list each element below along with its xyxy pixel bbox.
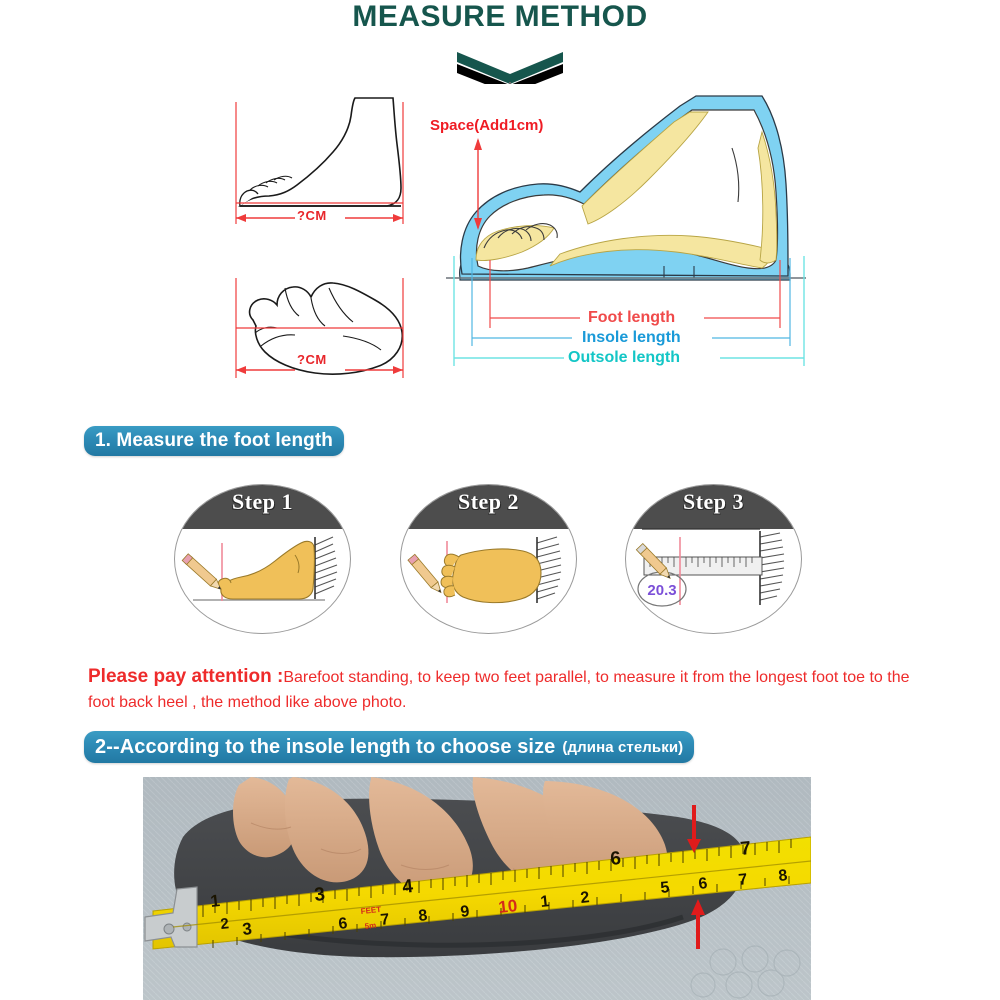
step-2-card	[400, 484, 577, 634]
step-3-caption: Step 3	[682, 489, 745, 514]
section-1-banner	[84, 426, 344, 456]
svg-text:6: 6	[697, 875, 709, 893]
svg-text:1: 1	[209, 891, 221, 911]
insole-measurement-photo	[143, 777, 811, 1000]
outsole-length-label: Outsole length	[568, 349, 680, 366]
section-2-banner-label: 2--According to the insole length to choose size	[95, 735, 556, 758]
step-3-card	[625, 484, 802, 634]
svg-text:8: 8	[777, 867, 789, 885]
step-1-caption: Step 1	[231, 489, 294, 514]
attention-note-bold: Please pay attention :	[88, 666, 284, 687]
section-2-banner-russian-label: (длина стельки)	[562, 738, 684, 756]
foot-length-label: Foot length	[588, 309, 676, 326]
step-illustrations	[0, 484, 1000, 644]
svg-text:3: 3	[313, 883, 327, 906]
insole-length-label: Insole length	[582, 329, 681, 346]
section-2-banner	[84, 731, 694, 763]
svg-text:4: 4	[401, 875, 415, 898]
attention-note-text: Barefoot standing, to keep two feet parallel, to measure it from the longest foot toe to the foot back heel , the method like above photo.	[88, 669, 910, 712]
svg-text:2: 2	[579, 889, 591, 907]
svg-text:5: 5	[659, 879, 671, 897]
svg-text:5m: 5m	[364, 920, 377, 931]
svg-text:3: 3	[241, 919, 253, 939]
svg-text:10: 10	[497, 896, 519, 917]
svg-text:8: 8	[417, 907, 429, 925]
chevron-divider-icon	[455, 48, 565, 84]
svg-text:7: 7	[379, 911, 391, 929]
svg-text:7: 7	[739, 837, 753, 860]
svg-text:6: 6	[609, 847, 623, 870]
svg-text:1: 1	[539, 893, 551, 911]
foot-side-length-label: ?CM	[297, 208, 327, 223]
svg-text:2: 2	[219, 915, 230, 933]
svg-text:6: 6	[337, 915, 349, 933]
step-3-reading: 20.3	[647, 582, 677, 599]
foot-top-length-label: ?CM	[297, 352, 327, 367]
svg-text:7: 7	[737, 871, 749, 889]
step-1-card	[174, 484, 351, 634]
svg-text:9: 9	[459, 903, 471, 921]
attention-note	[88, 664, 918, 714]
section-1-banner-label: 1. Measure the foot length	[95, 430, 334, 451]
space-add1cm-label: Space(Add1cm)	[430, 117, 544, 134]
bare-foot-diagrams	[225, 88, 435, 388]
measurement-diagram	[0, 88, 1000, 398]
page-title: MEASURE METHOD	[352, 0, 648, 33]
step-2-caption: Step 2	[457, 489, 520, 514]
svg-text:FEET: FEET	[360, 904, 382, 916]
